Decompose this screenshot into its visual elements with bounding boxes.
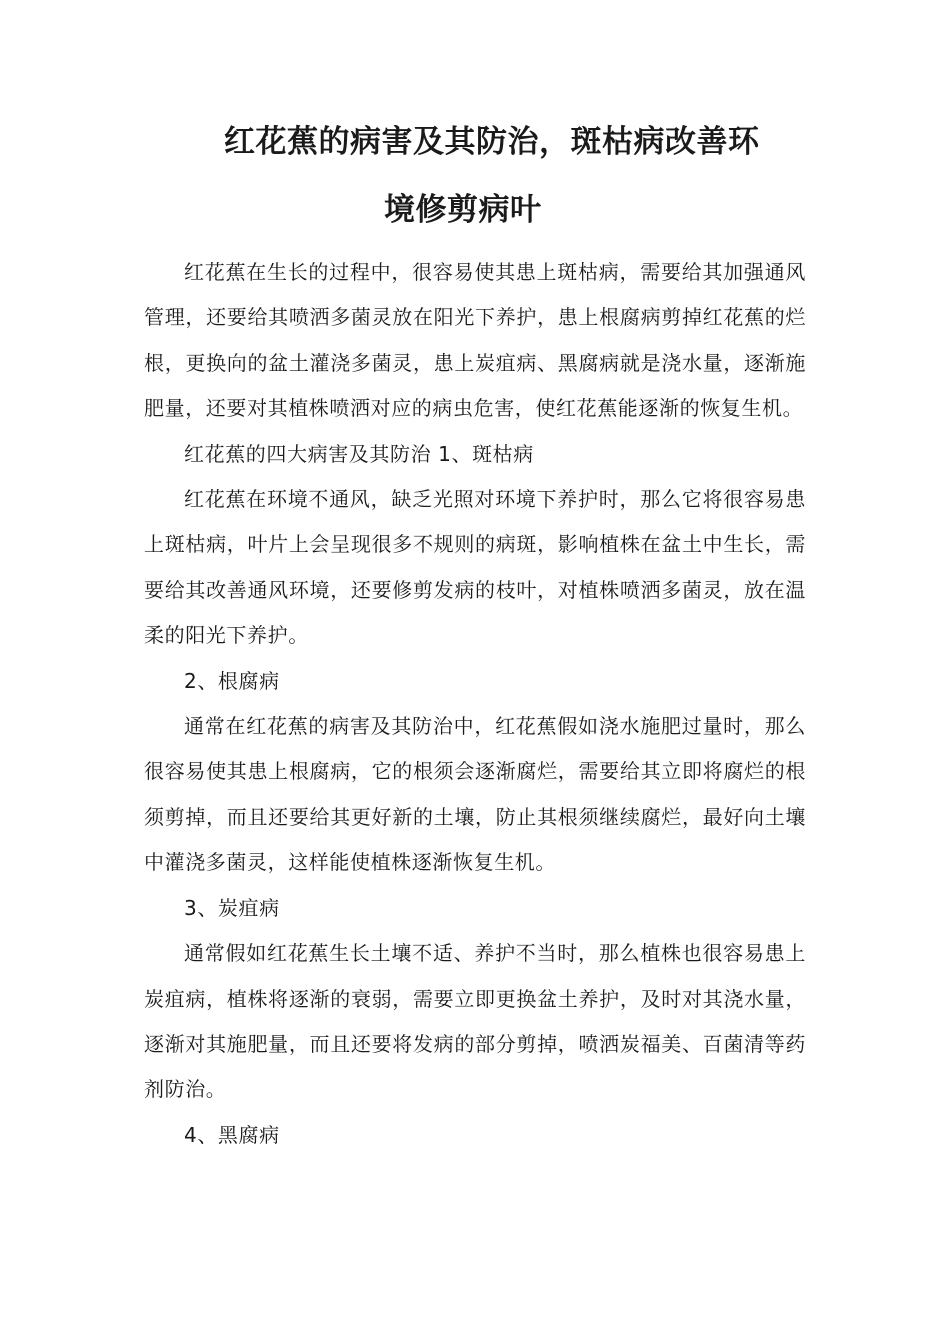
paragraph-anthracnose: 通常假如红花蕉生长土壤不适、养护不当时，那么植株也很容易患上炭疽病，植株将逐渐的衰弱，需要立即更换盆土养护，及时对其浇水量，逐渐对其施肥量，而且还要将发病的部分剪掉，喷洒炭福美、百菌清等药剂防治。 (144, 941, 806, 1102)
paragraph-section-heading-1: 红花蕉的四大病害及其防治 1、斑枯病 (184, 441, 534, 466)
paragraph-section-heading-2: 2、根腐病 (184, 668, 280, 693)
paragraph-intro: 红花蕉在生长的过程中，很容易使其患上斑枯病，需要给其加强通风管理，还要给其喷洒多菌灵放在阳光下养护，患上根腐病剪掉红花蕉的烂根，更换向的盆土灌浇多菌灵，患上炭疽病、黑腐病就是浇水量，逐渐施肥量，还要对其植株喷洒对应的病虫危害，使红花蕉能逐渐的恢复生机。 (144, 260, 806, 421)
paragraph-section-heading-3: 3、炭疽病 (184, 895, 280, 920)
paragraph-spot-blight: 红花蕉在环境不通风，缺乏光照对环境下养护时，那么它将很容易患上斑枯病，叶片上会呈现很多不规则的病斑，影响植株在盆土中生长，需要给其改善通风环境，还要修剪发病的枝叶，对植株喷洒多菌灵，放在温柔的阳光下养护。 (144, 487, 806, 648)
page-title-line-1: 红花蕉的病害及其防治，斑枯病改善环 (224, 124, 760, 160)
page-title-line-2: 境修剪病叶 (384, 192, 542, 228)
paragraph-root-rot: 通常在红花蕉的病害及其防治中，红花蕉假如浇水施肥过量时，那么很容易使其患上根腐病，它的根须会逐渐腐烂，需要给其立即将腐烂的根须剪掉，而且还要给其更好新的土壤，防止其根须继续腐烂，最好向土壤中灌浇多菌灵，这样能使植株逐渐恢复生机。 (144, 714, 806, 875)
paragraph-section-heading-4: 4、黑腐病 (184, 1122, 280, 1147)
document-body (144, 250, 806, 1158)
